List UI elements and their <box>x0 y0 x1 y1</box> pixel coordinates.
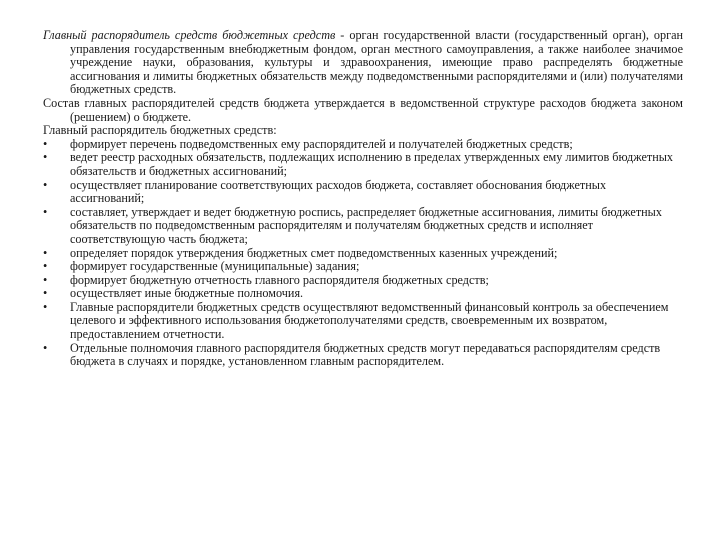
list-item <box>43 342 683 369</box>
bullet-icon: • <box>43 340 48 355</box>
bullet-icon: • <box>43 286 48 301</box>
definition-paragraph <box>43 29 683 97</box>
list-item <box>43 260 683 274</box>
list-item-text: определяет порядок утверждения бюджетных смет подведомственных казенных учреждений; <box>70 245 558 260</box>
list-heading: Главный распорядитель бюджетных средств: <box>43 123 277 138</box>
list-item <box>43 206 683 247</box>
list-item-text: Главные распорядители бюджетных средств осуществляют ведомственный финансовый контроль за обеспечением целевого и эффективного использования бюджетополучателями средств, своевременным их возвратом, предоставлением отчетности. <box>70 299 669 342</box>
list-item-text: осуществляет планирование соответствующих расходов бюджета, составляет обоснования бюджетных ассигнований; <box>70 177 607 206</box>
list-item-text: осуществляет иные бюджетные полномочия. <box>70 286 304 301</box>
list-item-text: составляет, утверждает и ведет бюджетную роспись, распределяет бюджетные ассигнования, лимиты бюджетных обязательств по подведомственным распорядителям и получателям бюджетных средств и исполняет соответствующую часть бюджета; <box>70 204 662 246</box>
bullet-icon: • <box>43 245 48 260</box>
bullet-icon: • <box>43 177 48 192</box>
bullet-icon: • <box>43 299 48 314</box>
slide-body <box>43 29 683 369</box>
list-item <box>43 287 683 301</box>
list-item <box>43 151 683 178</box>
list-item <box>43 247 683 261</box>
defined-term: Главный распорядитель средств бюджетных средств <box>43 28 336 42</box>
list-item <box>43 179 683 206</box>
list-item-text: формирует государственные (муниципальные) задания; <box>70 259 360 274</box>
list-item <box>43 138 683 152</box>
list-item-text: формирует перечень подведомственных ему распорядителей и получателей бюджетных средств; <box>70 136 573 151</box>
composition-paragraph: Состав главных распорядителей средств бюджета утверждается в ведомственной структуре расходов бюджета законом (решением) о бюджете. <box>43 95 683 124</box>
list-item-text: Отдельные полномочия главного распорядителя бюджетных средств могут передаваться распорядителям средств бюджета в случаях и порядке, установленном главным распорядителем. <box>70 340 661 369</box>
bullet-icon: • <box>43 204 48 219</box>
list-item-text: формирует бюджетную отчетность главного распорядителя бюджетных средств; <box>70 272 489 287</box>
bullet-icon: • <box>43 259 48 274</box>
bullet-icon: • <box>43 150 48 165</box>
list-item <box>43 274 683 288</box>
powers-list <box>43 138 683 369</box>
bullet-icon: • <box>43 136 48 151</box>
bullet-icon: • <box>43 272 48 287</box>
list-item-text: ведет реестр расходных обязательств, подлежащих исполнению в пределах утвержденных ему лимитов бюджетных обязательств и бюджетных ассигнований; <box>70 150 673 178</box>
definition-text: - орган государственной власти (государственный орган), орган управления государственным внебюджетным фондом, орган местного самоуправления, а также наиболее значимое учреждение науки, образования, культуры и здравоохранения, имеющие право распределять бюджетные ассигнования и лимиты бюджетных обязательств между подведомственными распорядителями и (или) получателями бюджетных средств. <box>70 28 683 97</box>
list-item <box>43 301 683 342</box>
